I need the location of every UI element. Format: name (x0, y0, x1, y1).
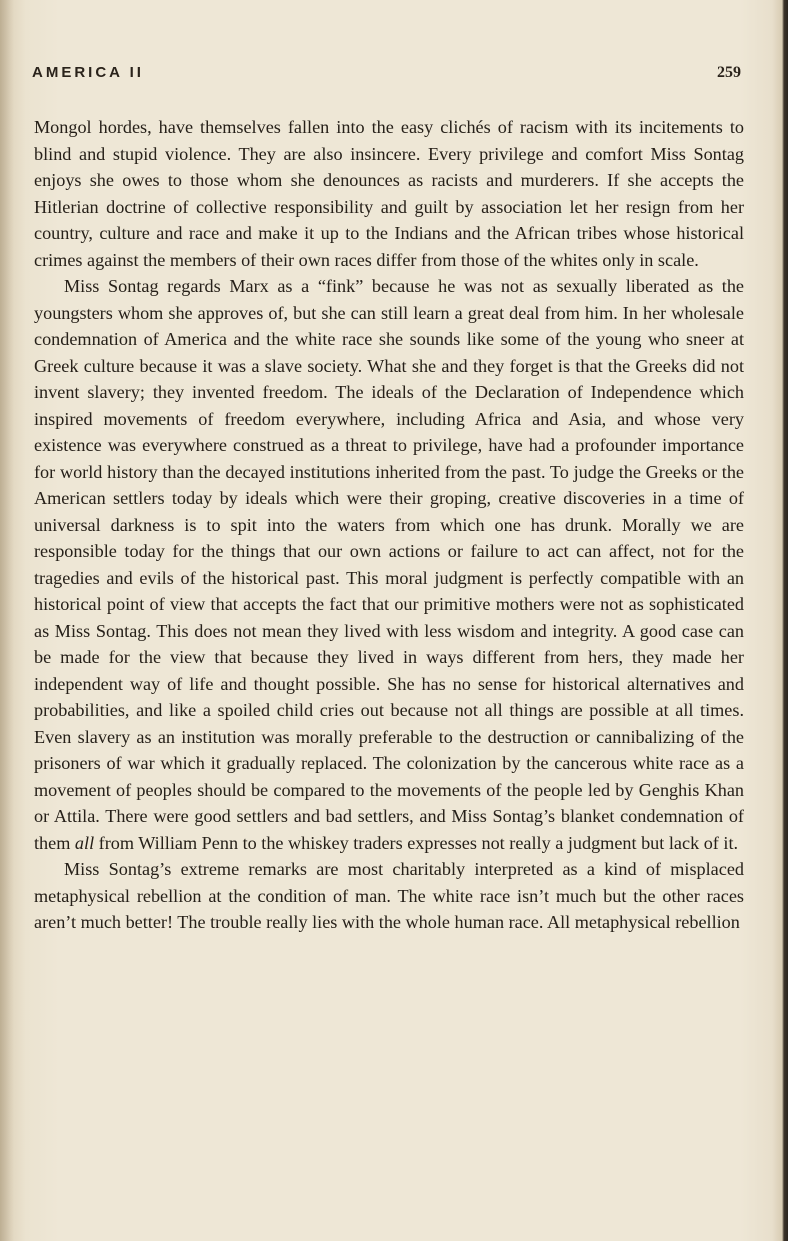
page-number: 259 (717, 64, 741, 81)
paragraph-1: Mongol hordes, have themselves fallen into the easy clichés of racism with its incitements to blind and stupid violence. They are also insincere. Every privilege and comfort Miss Sontag enjoys she owes to those whom she denounces as racists and murderers. If she accepts the Hitlerian doctrine of collective responsibility and guilt by association let her resign from her country, culture and race and make it up to the Indians and the African tribes whose historical crimes against the members of their own races differ from those of the whites only in scale. (34, 117, 744, 270)
running-head (28, 64, 744, 88)
running-head-title: AMERICA II (32, 64, 144, 81)
paragraph-2-text: Miss Sontag regards Marx as a “fink” because he was not as sexually liberated as the youngsters whom she approves of, but she can still learn a great deal from him. In her wholesale condemnation of America and the white race she sounds like some of the young who sneer at Greek culture because it was a slave society. What she and they forget is that the Greeks did not invent slavery; they invented freedom. The ideals of the Declaration of Independence which inspired movements of freedom everywhere, including Africa and Asia, and whose very existence was everywhere construed as a threat to privilege, have had a profounder importance for world history than the decayed institutions inherited from the past. To judge the Greeks or the American settlers today by ideals which were their groping, creative discoveries in a time of universal darkness is to spit into the waters from which one has drunk. Morally we are responsible today for the things that our own actions or failure to act can affect, not for the tragedies and evils of the historical past. This moral judgment is perfectly compatible with an historical point of view that accepts the fact that our primitive mothers were not as sophisticated as Miss Sontag. This does not mean they lived with less wisdom and integrity. A good case can be made for the view that because they lived in ways different from hers, they made her independent way of life and thought possible. She has no sense for historical alternatives and probabilities, and like a spoiled child cries out because not all things are possible at all times. Even slavery as an institution was morally preferable to the destruction or cannibalizing of the prisoners of war which it gradually replaced. The colonization by the cancerous white race as a movement of peoples should be compared to the movements of the people led by Genghis Khan or Attila. There were good settlers and bad settlers, and Miss Sontag’s blanket condemnation of them (34, 276, 744, 853)
paragraph-2 (34, 273, 744, 856)
paragraph-3: Miss Sontag’s extreme remarks are most charitably interpreted as a kind of misplaced metaphysical rebellion at the condition of man. The white race isn’t much but the other races aren’t much better! The trouble really lies with the whole human race. All metaphysical rebellion (34, 859, 744, 932)
body-text (34, 114, 744, 936)
emphasis-all: all (74, 832, 95, 853)
gutter-shadow (0, 0, 14, 1241)
paragraph-2-text-continued: from William Penn to the whiskey traders expresses not really a judgment but lack of it. (94, 832, 739, 853)
